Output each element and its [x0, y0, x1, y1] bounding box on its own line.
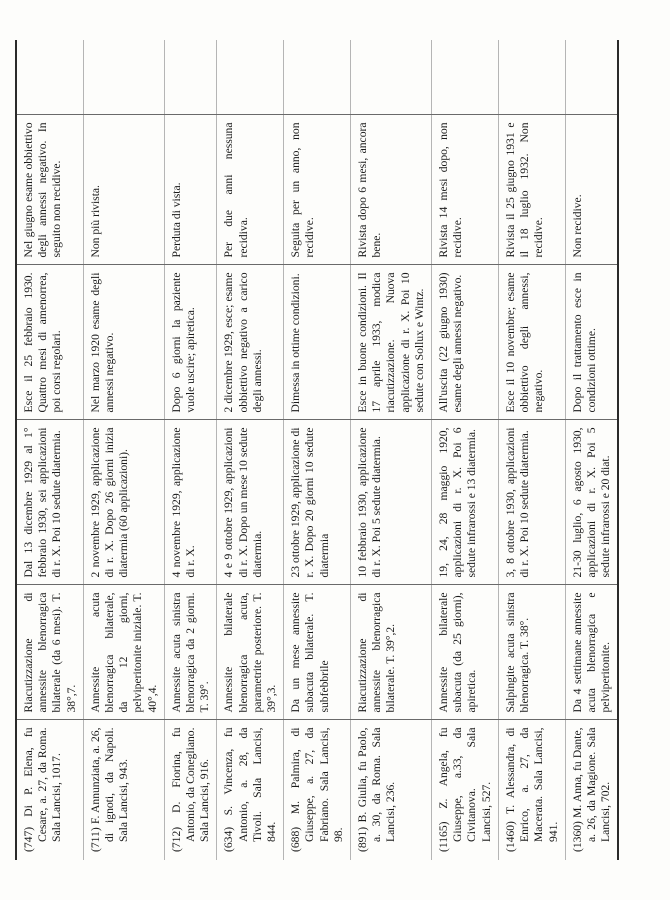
outcome-cell: Dimessa in ottime condizioni. — [284, 265, 351, 420]
table-row — [217, 40, 284, 860]
outcome-cell: Dopo 6 giorni la paziente vuole uscire; apiretica. — [164, 265, 217, 420]
followup-cell: Rivista 14 mesi dopo, non recidive. — [432, 115, 499, 265]
table-row — [284, 40, 351, 860]
patient-cell: (688) M. Palmira, di Giuseppe, a. 27, da Fabriano. Sala Lancisi, 98. — [289, 727, 345, 852]
notes-cell — [16, 40, 83, 115]
followup-cell: Per due anni nessuna recidiva. — [217, 115, 284, 265]
followup-cell: Non recidive. — [565, 115, 618, 265]
followup-cell: Nel giugno esame obbiettivo degli annessi negativo. In seguito non recidive. — [16, 115, 83, 265]
case-table — [15, 40, 619, 860]
treatment-cell: Dal 13 dicembre 1929 al 1° febbraio 1930, sei applicazioni di r. X. Poi 10 sedute diatermia. — [16, 420, 83, 585]
diagnosis-cell: Riacutizzazione di annessite blenorragica bilaterale. T. 39°,2. — [351, 585, 432, 720]
notes-cell — [284, 40, 351, 115]
diagnosis-cell: Annessite bilaterale subacuta (da 25 giorni), apiretica. — [432, 585, 499, 720]
followup-cell: Rivista il 25 giugno 1931 e il 18 luglio 1932. Non recidive. — [498, 115, 565, 265]
table-row — [498, 40, 565, 860]
table-row — [83, 40, 164, 860]
outcome-cell: Esce il 10 novembre; esame obbiettivo degli annessi, negativo. — [498, 265, 565, 420]
followup-cell: Non più rivista. — [83, 115, 164, 265]
diagnosis-cell: Annessite acuta blenorragica bilaterale, da 12 giorni, pelviperitonite iniziale. T. 40°,4. — [83, 585, 164, 720]
patient-cell: (712) D. Fiorina, fu Antonio, da Conegliano. Sala Lancisi, 916. — [169, 727, 212, 852]
patient-cell: (1165) Z. Angela, fu Giuseppe, a.33, da Civitanova. Sala Lancisi, 527. — [437, 727, 493, 852]
diagnosis-cell: Riacutizzazione di annessite blenorragica bilaterale (da 6 mesi). T. 38°,7. — [16, 585, 83, 720]
notes-cell — [83, 40, 164, 115]
diagnosis-cell: Annessite acuta sinistra blenorragica da 2 giorni. T. 39°. — [164, 585, 217, 720]
treatment-cell: 3, 8 ottobre 1930, applicazioni di r. X. Poi 10 sedute diatermia. — [498, 420, 565, 585]
patient-cell: (1460) T. Alessandra, di Enrico, a. 27, da Macerata. Sala Lancisi, 941. — [503, 727, 560, 852]
outcome-cell: All'uscita (22 giugno 1930) esame degli annessi negativo. — [432, 265, 499, 420]
notes-cell — [164, 40, 217, 115]
outcome-cell: Esce in buone condizioni. Il 17 aprile 1933, modica riacutizzazione. Nuova applicazione di r. X. Poi 10 sedute con Sollux e Wintz. — [351, 265, 432, 420]
outcome-cell: 2 dicembre 1929, esce; esame obbiettivo negativo a carico degli annessi. — [217, 265, 284, 420]
treatment-cell: 10 febbraio 1930, applicazione di r. X. Poi 5 sedute diatermia. — [351, 420, 432, 585]
table-row — [164, 40, 217, 860]
diagnosis-cell: Da 4 settimane annessite acuta blenorragica e pelviperitonite. — [565, 585, 618, 720]
outcome-cell: Dopo il trattamento esce in condizioni ottime. — [565, 265, 618, 420]
notes-cell — [498, 40, 565, 115]
notes-cell — [565, 40, 618, 115]
outcome-cell: Nel marzo 1920 esame degli annessi negativo. — [83, 265, 164, 420]
notes-cell — [351, 40, 432, 115]
diagnosis-cell: Annessite bilaterale blenorragica acuta, parametrite posteriore. T. 39°,3. — [217, 585, 284, 720]
diagnosis-cell: Salpingite acuta sinistra blenorragica. T. 38°. — [498, 585, 565, 720]
treatment-cell: 4 novembre 1929, applicazione di r. X. — [164, 420, 217, 585]
followup-cell: Perduta di vista. — [164, 115, 217, 265]
treatment-cell: 4 e 9 ottobre 1929, applicazioni di r. X. Dopo un mese 10 sedute diatermia. — [217, 420, 284, 585]
table-row — [565, 40, 618, 860]
table-row — [16, 40, 83, 860]
notes-cell — [432, 40, 499, 115]
table-row — [432, 40, 499, 860]
patient-cell: (747) Di P. Elena, fu Cesare, a. 27, da Roma. Sala Lancisi, 1017. — [22, 727, 64, 852]
followup-cell: Rivista dopo 6 mesi, ancora bene. — [351, 115, 432, 265]
rotated-case-table — [15, 40, 613, 860]
notes-cell — [217, 40, 284, 115]
outcome-cell: Esce il 25 febbraio 1930. Quattro mesi di amenorrea, poi corsi regolari. — [16, 265, 83, 420]
diagnosis-cell: Da un mese annessite subacuta bilaterale. T. subfebbrile — [284, 585, 351, 720]
patient-cell: (891) B. Giulia, fu Paolo, a. 30, da Roma. Sala Lancisi, 236. — [356, 727, 398, 852]
patient-cell: (634) S. Vincenza, fu Antonio, a. 28, da Tivoli. Sala Lancisi, 844. — [222, 727, 279, 852]
patient-cell: (711) F. Annunziata, a. 26, di ignoti, da Napoli. Sala Lancisi, 943. — [88, 727, 131, 852]
treatment-cell: 21-30 luglio, 6 agosto 1930, applicazioni di r. X. Poi 5 sedute infrarossi e 20 diat. — [565, 420, 618, 585]
treatment-cell: 19, 24, 28 maggio 1920, applicazioni di r. X. Poi 6 sedute infrarossi e 13 diatermia. — [432, 420, 499, 585]
table-row — [351, 40, 432, 860]
followup-cell: Seguita per un anno, non recidive. — [284, 115, 351, 265]
treatment-cell: 2 novembre 1929, applicazione di r. X. Dopo 26 giorni inizia diatermia (60 applicazioni). — [83, 420, 164, 585]
treatment-cell: 23 ottobre 1929, applicazione di r. X. Dopo 20 giorni 10 sedute diatermia — [284, 420, 351, 585]
patient-cell: (1360) M. Anna, fu Dante, a. 26, da Magione. Sala Lancisi, 702. — [570, 727, 613, 852]
